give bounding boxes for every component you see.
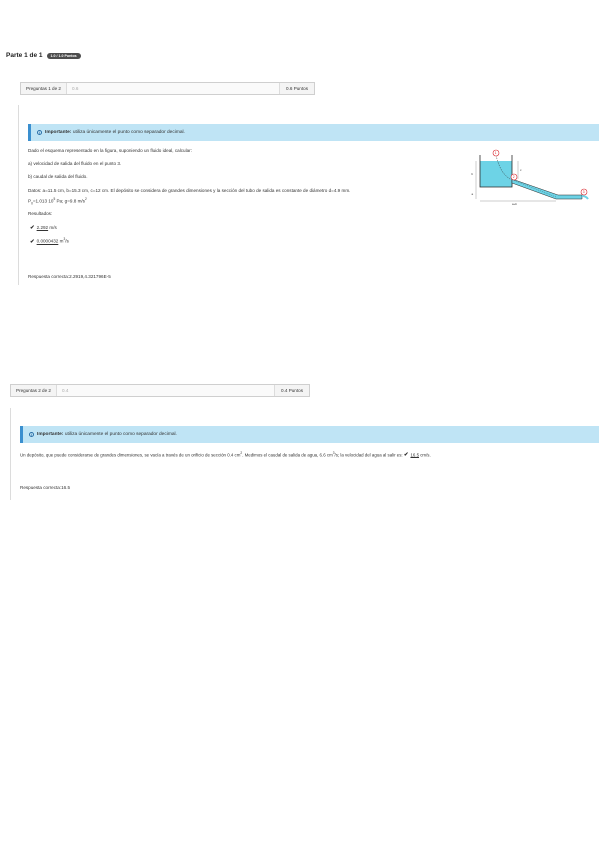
question-1-notice	[28, 124, 599, 141]
question-1-label: Preguntas 1 de 2	[21, 83, 67, 94]
question-2-correct-answer: Respuesta correcta:16.5	[20, 485, 71, 490]
notice-text: utiliza únicamente el punto como separador decimal.	[72, 130, 185, 135]
answer-2-value: 0.0000432	[36, 238, 59, 244]
exit-jet	[582, 196, 588, 199]
question-2-statement: Un depósito, que puede considerarse de grandes dimensiones, se vacía a través de un orificio de sección 0.4 $cm^2$. Medimos el caudal de salida de agua, 6.6 $cm^3/s$; la velocidad del agua al salir es: ✔ 16.5 cm/s.	[20, 451, 431, 459]
label-c: c	[520, 168, 522, 172]
check-icon: ✔	[403, 452, 409, 459]
question-1-intro: Dado el esquema representado en la figura, suponiendo un fluido ideal, calcular:	[28, 148, 192, 153]
question-1-body-border	[18, 105, 19, 285]
question-1-item-a: a) velocidad de salida del fluido en el punto 3.	[28, 161, 122, 166]
question-1-pressure: $P_0=1.013$ $10^5$ Pa; g=9.8 $m/s^2$	[28, 197, 87, 206]
tank-water	[480, 161, 512, 187]
question-1-score: 0.6	[67, 83, 279, 94]
point-3-label: 3	[582, 190, 585, 195]
label-b: b	[471, 172, 474, 176]
check-icon: ✔	[30, 238, 35, 245]
notice-bold: Importante:	[45, 130, 72, 135]
point-2-label: 2	[512, 175, 515, 180]
question-2-score: 0.4	[57, 385, 274, 396]
notice-text: utiliza únicamente el punto como separador decimal.	[64, 432, 177, 437]
part-score-badge: 1.0 / 1.0 Puntos	[47, 53, 81, 59]
question-1-datos: Datos: a=11.5 cm, b=15.3 cm, c=12 cm. El depósito se considera de grandes dimensiones y la sección del tubo de salida es constante de diámetro d=4.9 mm.	[28, 188, 351, 193]
label-a: a	[471, 192, 474, 196]
info-icon: i	[29, 432, 34, 437]
question-1-correct-answer: Respuesta correcta:2.2919,4.321796E-5	[28, 274, 111, 279]
question-2-answer-value: 16.5	[410, 452, 420, 458]
check-icon: ✔	[30, 225, 35, 231]
notice-bold: Importante:	[37, 432, 64, 437]
info-icon: i	[37, 130, 42, 135]
question-2-points: 0.4 Puntos	[274, 385, 309, 396]
question-1-points: 0.6 Puntos	[279, 83, 314, 94]
answer-1-value: 2.292	[36, 225, 49, 230]
part-header	[6, 52, 81, 59]
question-1-header	[20, 82, 315, 95]
pipe-centerline	[514, 181, 556, 198]
outlet-pipe	[512, 179, 582, 199]
question-2-body-border	[10, 408, 11, 500]
point-1-label: 1	[494, 151, 497, 156]
question-1-results-label: Resultados:	[28, 211, 53, 216]
question-1-answer-1: ✔ 2.292 m/s	[30, 225, 57, 231]
question-1-item-b: b) caudal de salida del fluido.	[28, 174, 88, 179]
question-1-answer-2: ✔ 0.0000432 $m^3/s$	[30, 237, 69, 245]
tank-diagram	[470, 143, 598, 209]
question-2-label: Preguntas 2 de 2	[11, 385, 57, 396]
label-ab: a+b	[512, 202, 518, 206]
question-2-header	[10, 384, 310, 397]
question-2-notice	[20, 426, 599, 443]
part-title: Parte 1 de 1	[6, 52, 43, 59]
